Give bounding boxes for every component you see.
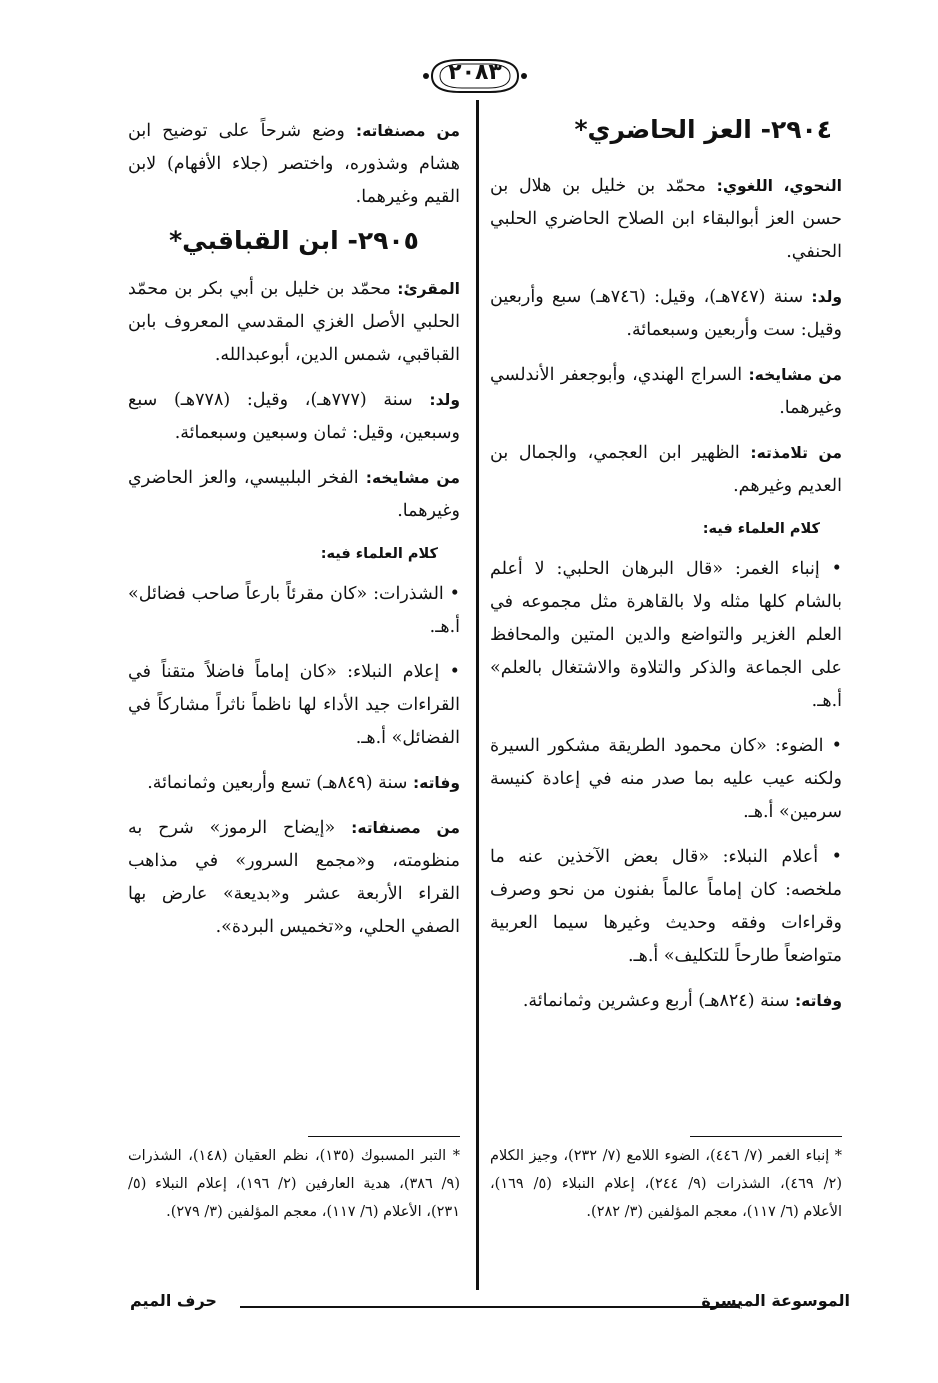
born-label: ولد: [811, 288, 843, 306]
death-text: سنة (٨٤٩هـ) تسع وأربعين وثمانمائة. [147, 773, 413, 793]
entry-title-2904: ٢٩٠٤- العز الحاضري* [574, 115, 832, 144]
death-text: سنة (٨٢٤هـ) أربع وعشرين وثمانمائة. [522, 991, 795, 1011]
entry-death [128, 767, 460, 800]
works2-label: من مصنفاته: [351, 819, 460, 837]
quote-shadharat: • الشذرات: «كان مقرئاً بارعاً صاحب فضائل» أ.هـ. [128, 584, 460, 637]
shuyukh-text: السراج الهندي، وأبوجعفر الأندلسي وغيرهما. [490, 365, 842, 418]
students-text: الظهير ابن العجمي، والجمال بن العديم وغيرهم. [490, 443, 842, 496]
shuyukh-label: من مشايخه: [748, 366, 842, 384]
quote-alam: • إعلام النبلاء: «كان إماماً فاضلاً متقناً في القراءات جيد الأداء لها ناظماً ناثراً مشاركاً في الفضائل» أ.هـ. [128, 662, 460, 748]
footer-encyclopedia-title: الموسوعة الميسرة [701, 1291, 850, 1310]
entry-bio [128, 273, 460, 372]
entry-death [490, 985, 842, 1018]
page-number-ornament [420, 52, 530, 100]
quote-inba: • إنباء الغمر: «قال البرهان الحلبي: لا أعلم بالشام كلها مثله ولا بالقاهرة مثل مجموعه في العلم الغزير والتواضع والدين المتين والمحافظ على الجماعة والذكر والتلاوة والاشتغال بالعلم» أ.هـ. [490, 559, 842, 711]
entry-students [490, 437, 842, 503]
born-text: سنة (٧٧٧هـ)، وقيل: (٧٧٨هـ) سبع وسبعين، وقيل: ثمان وسبعين وسبعمائة. [128, 390, 460, 443]
quote-alam: • أعلام النبلاء: «قال بعض الآخذين عنه ما ملخصه: كان إماماً عالماً بفنون من نحو وصرف وقراءات وفقه وحديث وغيرها سيما العربية متواضعاً طارحاً للتكليف» أ.هـ. [490, 847, 842, 966]
born-text: سنة (٧٤٧هـ)، وقيل: (٧٤٦هـ) سبع وأربعين وقيل: ست وأربعين وسبعمائة. [490, 287, 842, 340]
entry-born [128, 384, 460, 450]
footnote-left: * التبر المسبوك (١٣٥)، نظم العقيان (١٤٨)، الشذرات (٩/ ٣٨٦)، هدية العارفين (٢/ ١٩٦)، إعلام النبلاء (٥/ ٢٣١)، الأعلام (٦/ ١١٧)، معجم المؤلفين (٣/ ٢٧٩). [128, 1148, 460, 1220]
works-text: وضع شرحاً على توضيح ابن هشام وشذوره، واختصر (جلاء الأفهام) لابن القيم وغيرهما. [128, 121, 460, 207]
entry-works-2 [128, 812, 460, 944]
entry-title-2905: ٢٩٠٥- ابن القباقبي* [169, 226, 419, 255]
left-column [128, 115, 460, 956]
entry-bio [490, 170, 842, 269]
entry-works [128, 115, 460, 214]
entry-born [490, 281, 842, 347]
death-label: وفاته: [794, 992, 842, 1010]
entry-shuyukh [128, 462, 460, 528]
shuyukh-label: من مشايخه: [365, 469, 460, 487]
right-column [490, 115, 842, 1030]
bio-label: المقرئ: [397, 280, 460, 298]
footer-rule [240, 1306, 740, 1308]
page-number: ٢٠٨٣ [448, 60, 502, 85]
shuyukh-text: الفخر البلبيسي، والعز الحاضري وغيرهما. [128, 468, 460, 521]
born-label: ولد: [429, 391, 460, 409]
footer-letter-section: حرف الميم [130, 1291, 217, 1310]
column-divider [476, 100, 479, 1290]
bio-text: محمّد بن خليل بن هلال بن حسن العز أبوالبقاء ابن الصلاح الحاضري الحلبي الحنفي. [490, 176, 842, 262]
works2-text: «إيضاح الرموز» شرح به منظومته، و«مجمع السرور» في مذاهب القراء الأربعة عشر و«بديعة» عارض بها الصفي الحلي، و«تخميس البردة». [128, 818, 460, 937]
death-label: وفاته: [412, 774, 460, 792]
sayings-heading: كلام العلماء فيه: [702, 521, 820, 537]
footnote-rule-left [308, 1136, 460, 1137]
students-label: من تلامذته: [750, 444, 842, 462]
footnote-rule-right [690, 1136, 842, 1137]
works-label: من مصنفاته: [355, 122, 460, 140]
bio-text: محمّد بن خليل بن أبي بكر بن محمّد الحلبي الأصل الغزي المقدسي المعروف بابن القباقبي، شمس الدين، أبوعبدالله. [128, 279, 460, 365]
entry-shuyukh [490, 359, 842, 425]
quote-daw: • الضوء: «كان محمود الطريقة مشكور السيرة ولكنه عيب عليه بما صدر منه في إعادة كنيسة سرمين» أ.هـ. [490, 736, 842, 822]
sayings-heading: كلام العلماء فيه: [320, 546, 438, 562]
bio-label: النحوي، اللغوي: [716, 177, 842, 195]
footnote-right: * إنباء الغمر (٧/ ٤٤٦)، الضوء اللامع (٧/ ٢٣٢)، وجيز الكلام (٢/ ٤٦٩)، الشذرات (٩/ ٢٤٤)، إعلام النبلاء (٥/ ١٦٩)، الأعلام (٦/ ١١٧)، معجم المؤلفين (٣/ ٢٨٢). [490, 1148, 842, 1220]
